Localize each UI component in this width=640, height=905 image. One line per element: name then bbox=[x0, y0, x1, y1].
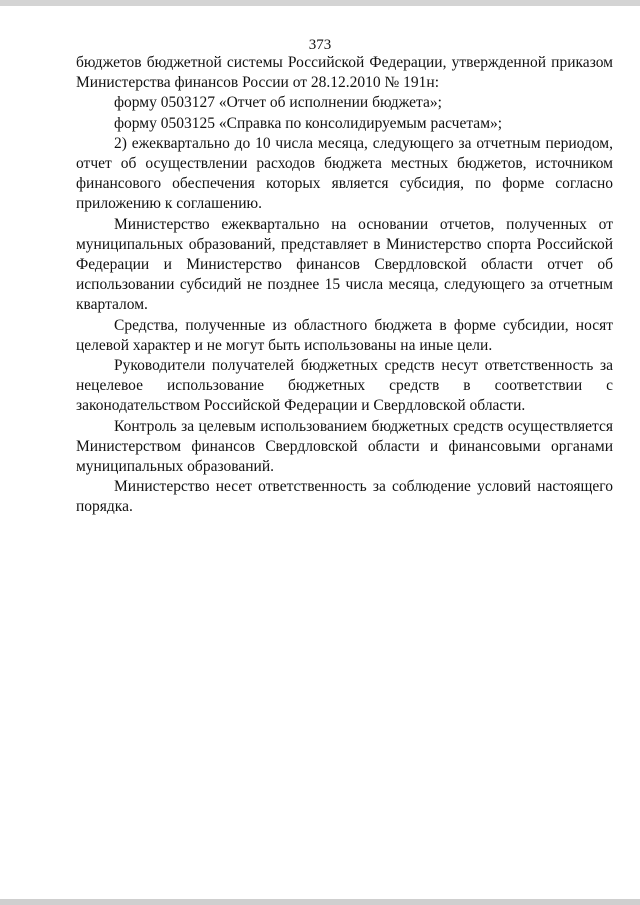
paragraph-ministry-liability: Министерство несет ответственность за соблюдение условий настоящего порядка. bbox=[76, 478, 613, 516]
paragraph-control: Контроль за целевым использованием бюджетных средств осуществляется Министерством финансов Свердловской области и финансовыми органами муниципальных образований. bbox=[76, 417, 613, 476]
page-number: 373 bbox=[308, 37, 332, 53]
scan-bottom-edge bbox=[0, 899, 640, 905]
document-body bbox=[76, 53, 613, 518]
paragraph-quarterly-report: 2) ежеквартально до 10 числа месяца, следующего за отчетным периодом, отчет об осуществлении расходов бюджета местных бюджетов, источником финансового обеспечения которых является субсидия, по форме согласно приложению к соглашению. bbox=[76, 134, 613, 213]
paragraph-form-0503125: форму 0503125 «Справка по консолидируемым расчетам»; bbox=[114, 114, 503, 132]
paragraph-responsibility: Руководители получателей бюджетных средств несут ответственность за нецелевое использование бюджетных средств в соответствии с законодательством Российской Федерации и Свердловской области. bbox=[76, 357, 613, 415]
scan-top-edge bbox=[0, 0, 640, 6]
paragraph-form-0503127: форму 0503127 «Отчет об исполнении бюджета»; bbox=[114, 94, 442, 112]
paragraph-continuation: бюджетов бюджетной системы Российской Федерации, утвержденной приказом Министерства финансов России от 28.12.2010 № 191н: bbox=[76, 54, 613, 92]
paragraph-ministry-report: Министерство ежеквартально на основании отчетов, полученных от муниципальных образований, представляет в Министерство спорта Российской Федерации и Министерство финансов Свердловской области отчет об использовании субсидий не позднее 15 числа месяца, следующего за отчетным кварталом. bbox=[76, 215, 613, 314]
paragraph-subsidy-purpose: Средства, полученные из областного бюджета в форме субсидии, носят целевой характер и не могут быть использованы на иные цели. bbox=[76, 316, 613, 354]
